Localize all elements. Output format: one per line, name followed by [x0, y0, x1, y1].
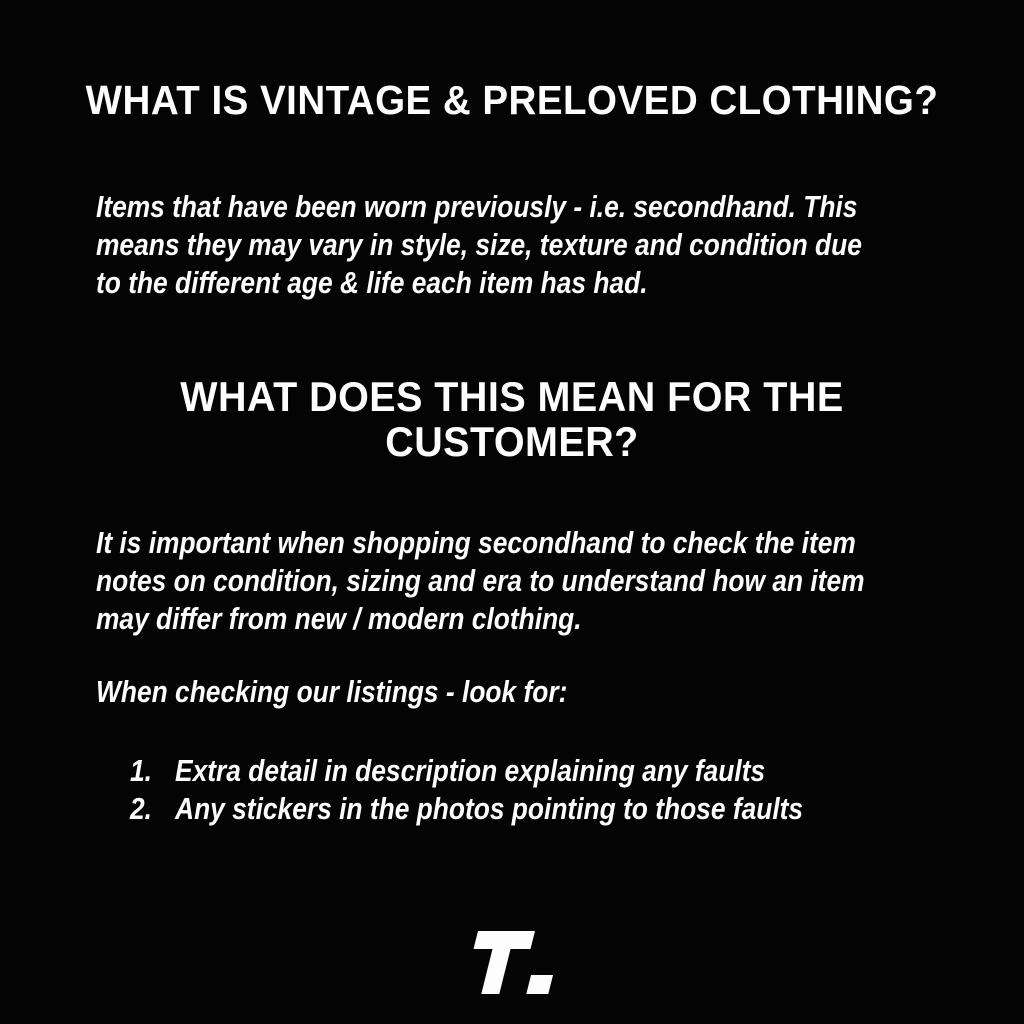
checklist-item — [130, 790, 803, 828]
customer-heading-line: WHAT DOES THIS MEAN FOR THE — [180, 373, 844, 420]
customer-paragraph — [96, 524, 865, 638]
checklist-item-text: Any stickers in the photos pointing to those faults — [175, 791, 804, 826]
customer-line: notes on condition, sizing and era to understand how an item — [96, 563, 865, 598]
intro-line: Items that have been worn previously - i.e. secondhand. This — [96, 189, 858, 224]
customer-heading — [31, 374, 994, 464]
main-heading: WHAT IS VINTAGE & PRELOVED CLOTHING? — [85, 77, 939, 123]
checklist-item-number: 1. — [130, 753, 152, 788]
customer-heading-line: CUSTOMER? — [385, 418, 639, 465]
checklist-item-text: Extra detail in description explaining any faults — [175, 753, 766, 788]
faults-checklist — [96, 752, 803, 828]
checklist-item-number: 2. — [130, 791, 152, 826]
intro-line: means they may vary in style, size, texture and condition due — [96, 227, 862, 262]
listings-note: When checking our listings - look for: — [96, 674, 568, 709]
intro-line: to the different age & life each item has had. — [96, 265, 648, 300]
checklist-item — [130, 752, 803, 790]
brand-logo-t-icon — [461, 931, 567, 995]
intro-paragraph — [96, 188, 862, 302]
logo-period-dot — [526, 975, 553, 994]
customer-line: It is important when shopping secondhand to check the item — [96, 525, 856, 560]
customer-line: may differ from new / modern clothing. — [96, 601, 582, 636]
